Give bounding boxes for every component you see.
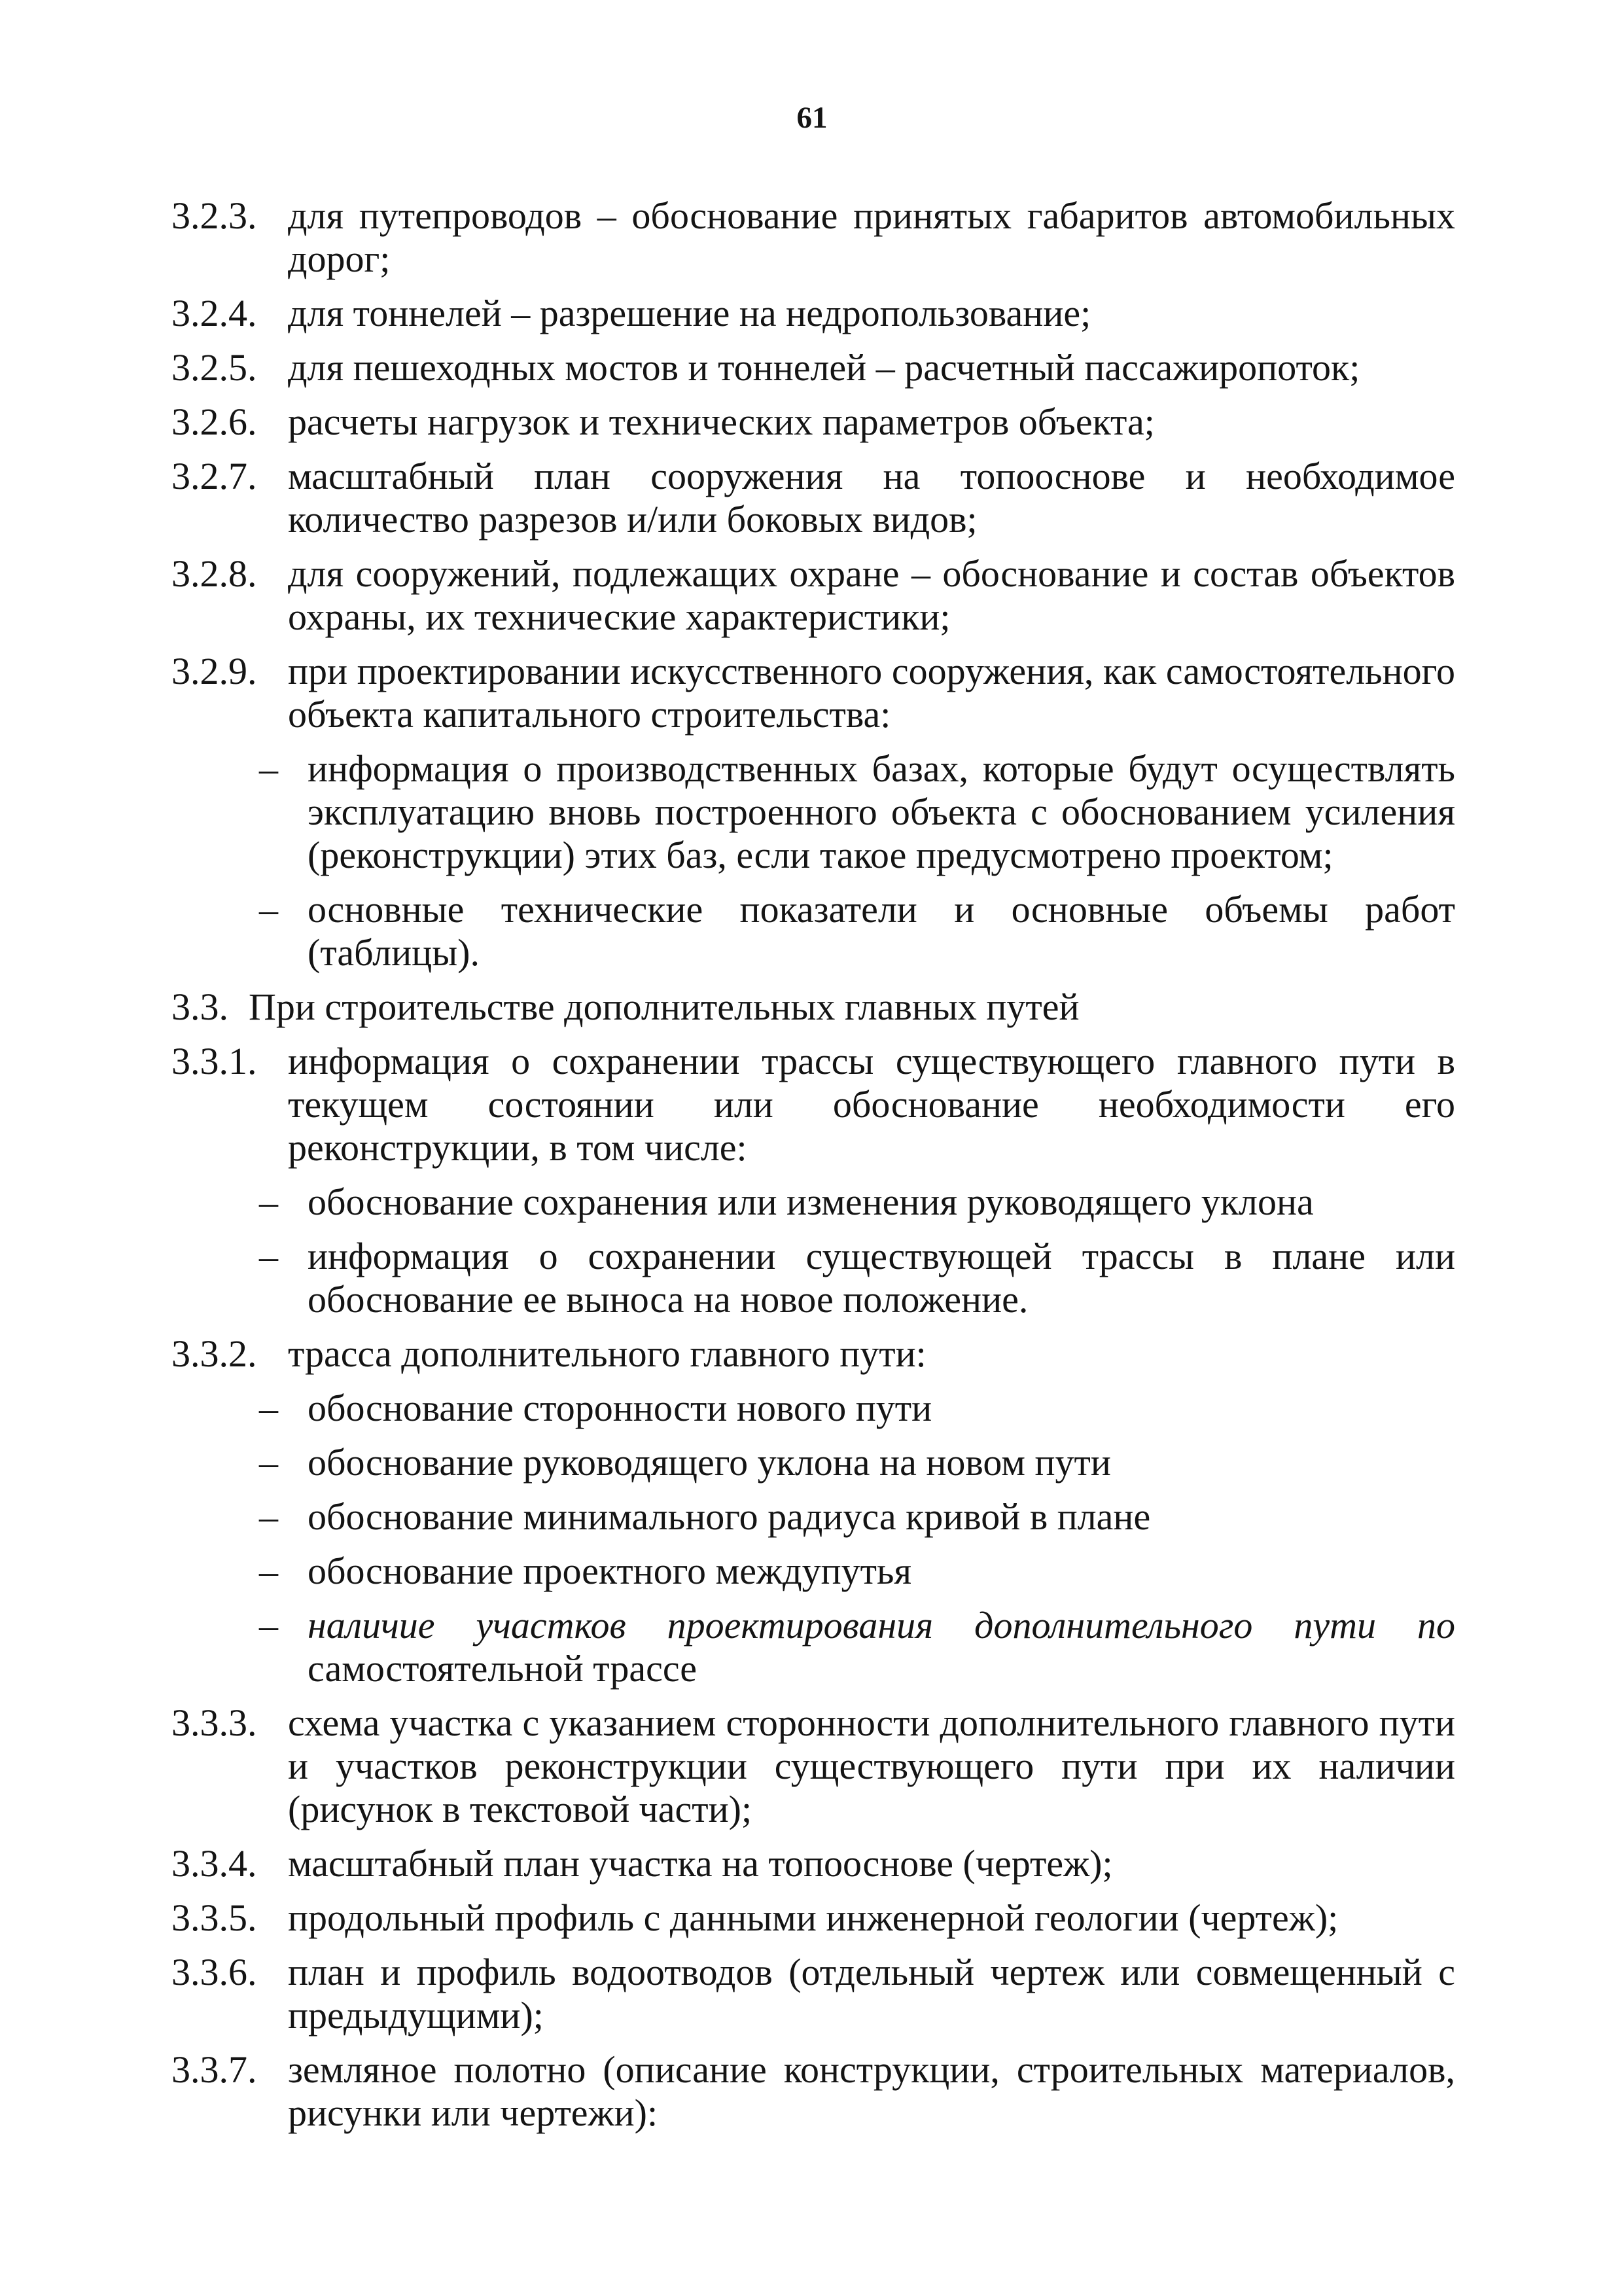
- bullet-text: информация о производственных базах, которые будут осуществлять эксплуатацию вновь построенного объекта с обоснованием усиления (реконструкции) этих баз, если такое предусмотрено проектом;: [308, 747, 1455, 876]
- item-text: земляное полотно (описание конструкции, строительных материалов, рисунки или чертежи):: [288, 2048, 1455, 2134]
- list-item-3-2-6: [171, 400, 1455, 444]
- item-number: 3.2.7.: [171, 455, 257, 497]
- bullet-item: [171, 1441, 1455, 1484]
- bullet-text: самостоятельной трассе: [308, 1647, 697, 1690]
- item-text: расчеты нагрузок и технических параметров объекта;: [288, 400, 1155, 443]
- document-body: [171, 194, 1455, 2146]
- item-number: 3.3.3.: [171, 1701, 257, 1744]
- list-item-3-3-6: [171, 1951, 1455, 2037]
- item-text: масштабный план участка на топооснове (чертеж);: [288, 1842, 1113, 1885]
- bullet-text: информация о сохранении существующей трассы в плане или обоснование ее выноса на новое положение.: [308, 1235, 1455, 1321]
- list-item-3-2-3: [171, 194, 1455, 281]
- dash-marker: –: [259, 888, 278, 931]
- list-item-3-2-8: [171, 552, 1455, 639]
- bullet-item: [171, 1550, 1455, 1593]
- list-item-3-2-9: [171, 650, 1455, 736]
- item-number: 3.2.5.: [171, 346, 257, 389]
- item-text: для тоннелей – разрешение на недропользование;: [288, 292, 1091, 334]
- bullet-item: [171, 1495, 1455, 1539]
- bullet-item: [171, 888, 1455, 974]
- item-number: 3.2.8.: [171, 552, 257, 595]
- bullet-text: обоснование сторонности нового пути: [308, 1387, 932, 1429]
- list-item-3-3-3: [171, 1701, 1455, 1831]
- item-text: информация о сохранении трассы существующего главного пути в текущем состоянии или обоснование необходимости его реконструкции, в том числе:: [288, 1040, 1455, 1169]
- item-number: 3.2.6.: [171, 400, 257, 443]
- list-item-3-3-5: [171, 1896, 1455, 1940]
- item-text: для сооружений, подлежащих охране – обоснование и состав объектов охраны, их технические характеристики;: [288, 552, 1455, 638]
- item-text: При строительстве дополнительных главных путей: [249, 986, 1080, 1028]
- dash-marker: –: [259, 1604, 278, 1646]
- item-number: 3.2.4.: [171, 292, 257, 334]
- item-text: продольный профиль с данными инженерной геологии (чертеж);: [288, 1896, 1339, 1939]
- dash-marker: –: [259, 1495, 278, 1538]
- item-text: трасса дополнительного главного пути:: [288, 1332, 927, 1375]
- item-text: схема участка с указанием сторонности дополнительного главного пути и участков реконструкции существующего пути при их наличии (рисунок в текстовой части);: [288, 1701, 1455, 1830]
- item-text: для путепроводов – обоснование принятых габаритов автомобильных дорог;: [288, 194, 1455, 280]
- page-number: 61: [796, 101, 828, 135]
- list-item-3-2-4: [171, 292, 1455, 335]
- list-item-3-2-5: [171, 346, 1455, 389]
- bullet-item: [171, 1181, 1455, 1224]
- item-number: 3.3.7.: [171, 2048, 257, 2091]
- item-text: при проектировании искусственного сооружения, как самостоятельного объекта капитального строительства:: [288, 650, 1455, 736]
- dash-marker: –: [259, 1235, 278, 1277]
- bullet-item: [171, 1604, 1455, 1690]
- bullet-text: обоснование руководящего уклона на новом пути: [308, 1441, 1111, 1484]
- item-text: для пешеходных мостов и тоннелей – расчетный пассажиропоток;: [288, 346, 1360, 389]
- bullet-text: обоснование минимального радиуса кривой в плане: [308, 1495, 1151, 1538]
- bullet-text: обоснование проектного междупутья: [308, 1550, 912, 1592]
- list-item-3-3-4: [171, 1842, 1455, 1885]
- bullet-item: [171, 1387, 1455, 1430]
- item-number: 3.2.3.: [171, 194, 257, 237]
- bullet-text-italic: наличие участков проектирования дополнительного пути по: [308, 1604, 1455, 1646]
- dash-marker: –: [259, 1181, 278, 1223]
- section-heading-3-3: [171, 986, 1455, 1029]
- dash-marker: –: [259, 1550, 278, 1592]
- item-number: 3.3.1.: [171, 1040, 257, 1082]
- item-text: масштабный план сооружения на топооснове и необходимое количество разрезов и/или боковых видов;: [288, 455, 1455, 541]
- item-number: 3.3.2.: [171, 1332, 257, 1375]
- list-item-3-2-7: [171, 455, 1455, 541]
- list-item-3-3-1: [171, 1040, 1455, 1169]
- bullet-text: обоснование сохранения или изменения руководящего уклона: [308, 1181, 1314, 1223]
- dash-marker: –: [259, 1387, 278, 1429]
- bullet-item: [171, 1235, 1455, 1321]
- item-number: 3.3.: [171, 986, 228, 1028]
- dash-marker: –: [259, 747, 278, 790]
- item-number: 3.2.9.: [171, 650, 257, 692]
- bullet-item: [171, 747, 1455, 877]
- list-item-3-3-7: [171, 2048, 1455, 2135]
- item-number: 3.3.4.: [171, 1842, 257, 1885]
- list-item-3-3-2: [171, 1332, 1455, 1376]
- bullet-text: основные технические показатели и основные объемы работ (таблицы).: [308, 888, 1455, 974]
- item-number: 3.3.6.: [171, 1951, 257, 1993]
- item-text: план и профиль водоотводов (отдельный чертеж или совмещенный с предыдущими);: [288, 1951, 1455, 2037]
- dash-marker: –: [259, 1441, 278, 1484]
- item-number: 3.3.5.: [171, 1896, 257, 1939]
